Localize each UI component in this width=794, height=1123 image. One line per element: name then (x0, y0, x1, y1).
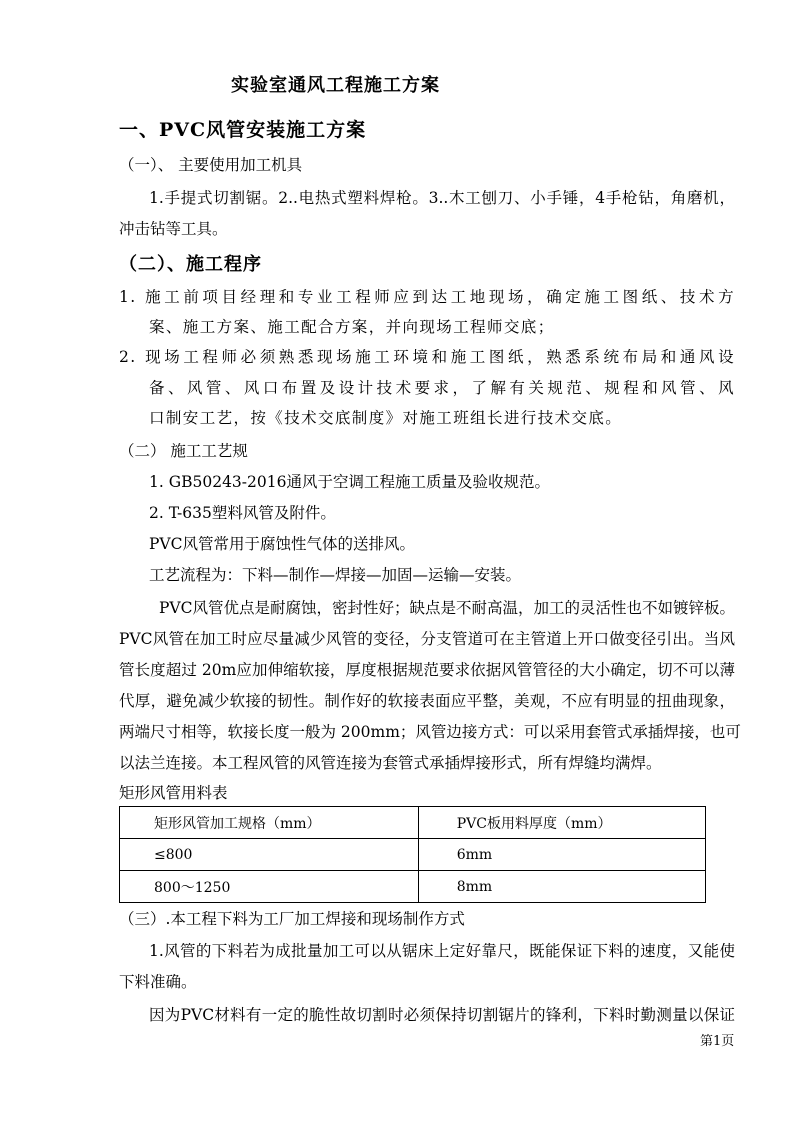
paragraph-line: PVC风管在加工时应尽量减少风管的变径，分支管道可在主管道上开口做变径引出。当风 (119, 630, 735, 648)
page-number: 第1页 (700, 1034, 735, 1049)
cutting-text-line: 下料准确。 (119, 973, 197, 991)
paragraph-line: 以法兰连接。本工程风管的风管连接为套管式承插焊接形式，所有焊缝均满焊。 (119, 754, 662, 772)
table-row (120, 839, 706, 871)
table-cell: 800～1250 (120, 871, 419, 903)
procedure-item-1-cont: 案、施工方案、施工配合方案，并向现场工程师交底； (149, 318, 555, 336)
table-cell: 8mm (418, 871, 705, 903)
subsection-heading-procedure: （二）、施工程序 (119, 254, 262, 275)
procedure-item-2: 2. 现场工程师必须熟悉现场施工环境和施工图纸，熟悉系统布局和通风设 (119, 348, 735, 366)
paragraph-line: 两端尺寸相等，软接长度一般为 200mm；风管边接方式：可以采用套管式承插焊接，也可 (119, 723, 741, 741)
section-heading-pvc-duct: 一、PVC风管安装施工方案 (119, 119, 367, 141)
subsection-heading-cutting: （三）.本工程下料为工厂加工焊接和现场制作方式 (119, 910, 465, 928)
procedure-item-2-cont: 备、风管、风口布置及设计技术要求，了解有关规范、规程和风管、风 (149, 379, 735, 397)
table-row (120, 871, 706, 903)
subsection-heading-tools: （一）、 主要使用加工机具 (119, 156, 303, 174)
table-caption: 矩形风管用料表 (119, 784, 228, 802)
table-header-cell: PVC板用料厚度（mm） (418, 807, 705, 839)
tools-text-line: 冲击钻等工具。 (119, 220, 228, 238)
cutting-text-line: 1.风管的下料若为成批量加工可以从锯床上定好靠尺，既能保证下料的速度，又能使 (149, 942, 735, 960)
process-flow-text: 工艺流程为：下料—制作—焊接—加固—运输—安装。 (149, 566, 522, 584)
subsection-heading-process-spec: （二） 施工工艺规 (119, 442, 248, 460)
duct-material-table (119, 806, 706, 903)
paragraph-line: 管长度超过 20m应加伸缩软接，厚度根据规范要求依据风管管径的大小确定，切不可以薄 (119, 661, 735, 679)
document-title: 实验室通风工程施工方案 (231, 75, 440, 96)
procedure-item-2-cont: 口制安工艺，按《技术交底制度》对施工班组长进行技术交底。 (149, 409, 623, 427)
table-cell: ≤800 (120, 839, 419, 871)
usage-text: PVC风管常用于腐蚀性气体的送排风。 (149, 535, 415, 553)
cutting-text-line: 因为PVC材料有一定的脆性故切割时必须保持切割锯片的锋利，下料时勤测量以保证 (149, 1006, 735, 1024)
tools-text-line: 1.手提式切割锯。2..电热式塑料焊枪。3..木工刨刀、小手锤，4手枪钻，角磨机， (149, 189, 735, 207)
procedure-item-1: 1. 施工前项目经理和专业工程师应到达工地现场，确定施工图纸、技术方 (119, 288, 735, 306)
table-header-row (120, 807, 706, 839)
spec-item-1: 1. GB50243-2016通风于空调工程施工质量及验收规范。 (149, 473, 550, 491)
paragraph-line: PVC风管优点是耐腐蚀，密封性好；缺点是不耐高温，加工的灵活性也不如镀锌板。 (159, 599, 735, 617)
paragraph-line: 代厚，避免减少软接的韧性。制作好的软接表面应平整，美观，不应有明显的扭曲现象， (119, 692, 735, 710)
spec-item-2: 2. T-635塑料风管及附件。 (149, 504, 336, 522)
table-header-cell: 矩形风管加工规格（mm） (120, 807, 419, 839)
table-cell: 6mm (418, 839, 705, 871)
